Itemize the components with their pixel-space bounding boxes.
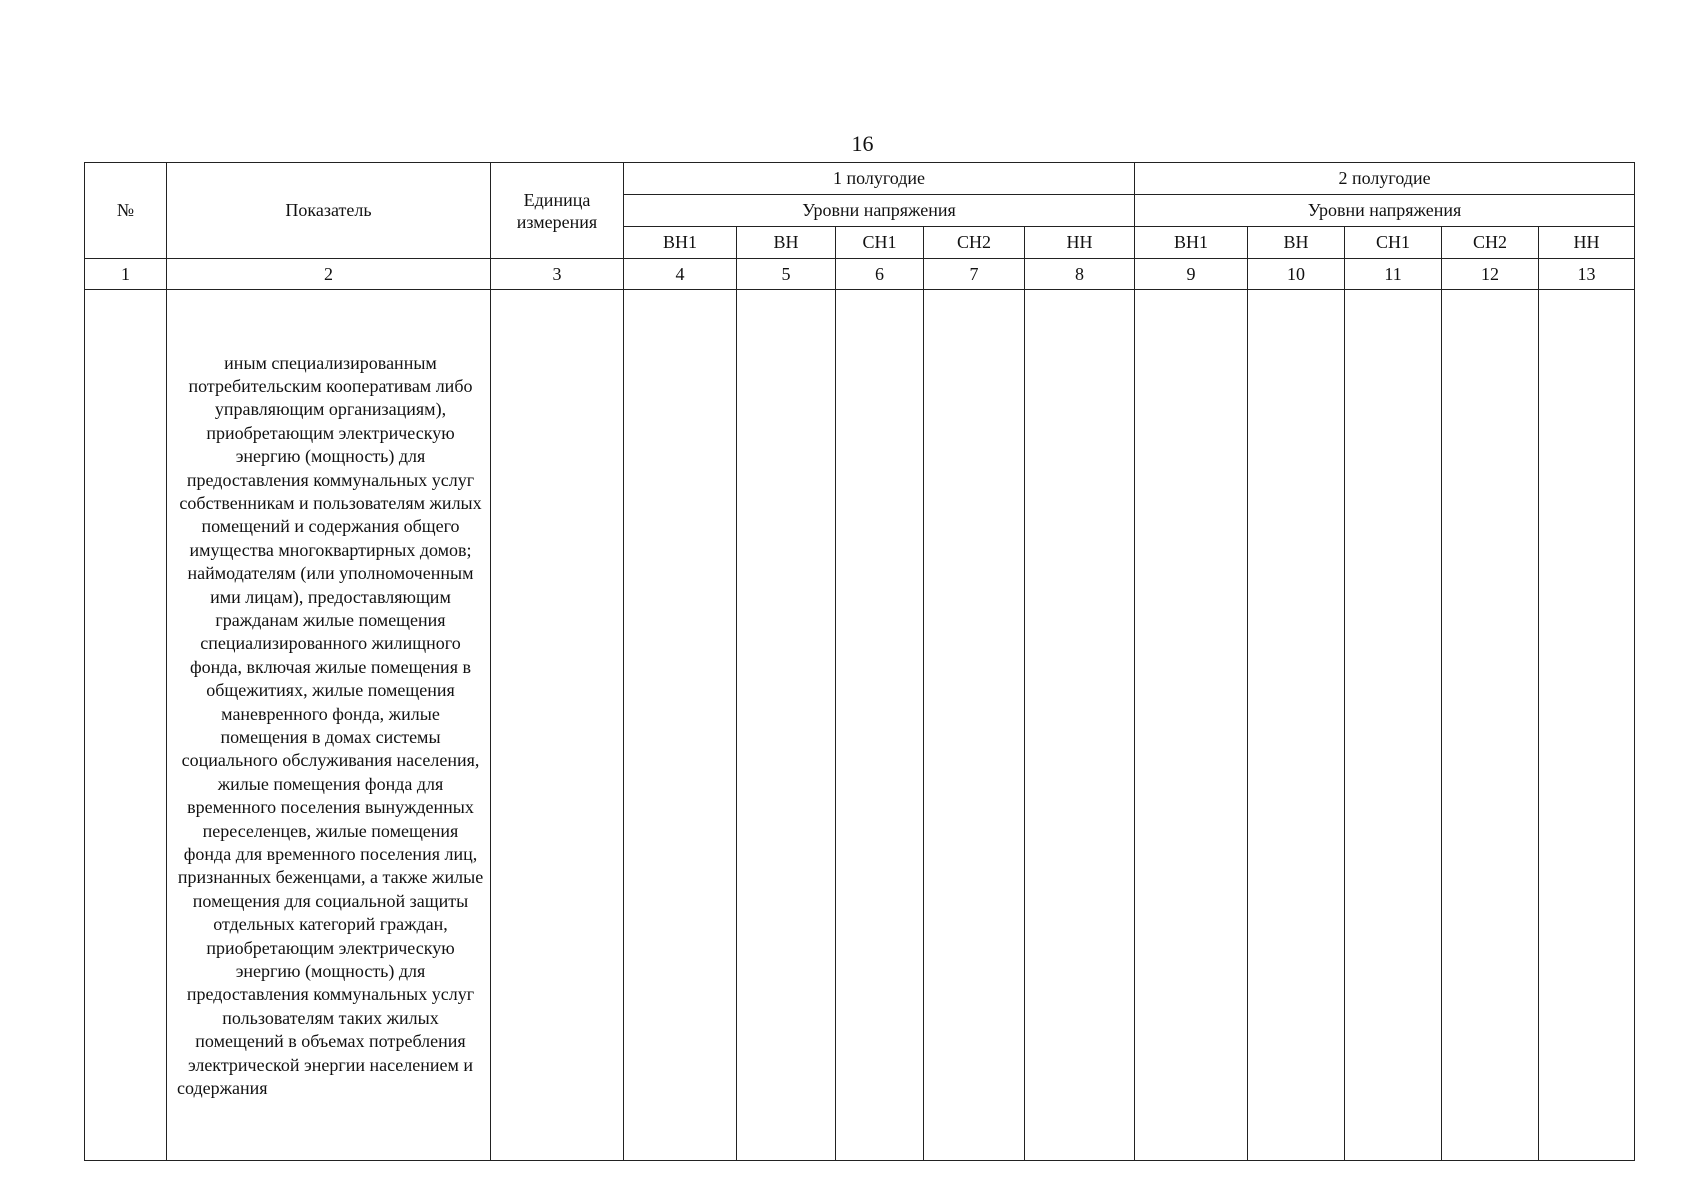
level-sn1-h2: СН1 [1345,227,1442,259]
header-levels-2: Уровни напряжения [1135,195,1635,227]
col-number: 7 [924,259,1025,290]
level-sn2-h2: СН2 [1442,227,1539,259]
level-vn-h2: ВН [1248,227,1345,259]
value-cell [1025,290,1135,1161]
level-nn-h2: НН [1539,227,1635,259]
value-cell [1539,290,1635,1161]
level-nn-h1: НН [1025,227,1135,259]
col-number: 12 [1442,259,1539,290]
header-indicator: Показатель [167,163,491,259]
level-vn-h1: ВН [737,227,836,259]
col-number: 6 [836,259,924,290]
level-vn1-h2: ВН1 [1135,227,1248,259]
column-number-row [85,259,1635,290]
header-levels-1: Уровни напряжения [624,195,1135,227]
col-number: 10 [1248,259,1345,290]
value-cell [1135,290,1248,1161]
value-cell [1442,290,1539,1161]
value-cell [1345,290,1442,1161]
value-cell [836,290,924,1161]
col-number: 1 [85,259,167,290]
level-sn2-h1: СН2 [924,227,1025,259]
header-num: № [85,163,167,259]
indicator-text: иным специализированным потребительским кооперативам либо управляющим организациям), приобретающим электрическую энергию (мощность) для предоставления коммунальных услуг собственникам и пользователям жилых помещений и содержания общего имущества многоквартирных домов; наймодателям (или уполномоченным ими лицам), предоставляющим гражданам жилые помещения специализированного жилищного фонда, включая жилые помещения в общежитиях, жилые помещения маневренного фонда, жилые помещения в домах системы социального обслуживания населения, жилые помещения фонда для временного поселения вынужденных переселенцев, жилые помещения фонда для временного поселения лиц, признанных беженцами, а также жилые помещения для социальной защиты отдельных категорий граждан, приобретающим электрическую энергию (мощность) для предоставления коммунальных услуг пользователям таких жилых помещений в объемах потребления электрической энергии населением и содержания [167,290,491,1161]
header-unit: Единица измерения [491,163,624,259]
level-vn1-h1: ВН1 [624,227,737,259]
header-half-1: 1 полугодие [624,163,1135,195]
col-number: 13 [1539,259,1635,290]
row-num-cell [85,290,167,1161]
value-cell [737,290,836,1161]
col-number: 2 [167,259,491,290]
tariff-table [84,162,1635,1161]
value-cell [924,290,1025,1161]
header-half-2: 2 полугодие [1135,163,1635,195]
value-cell [624,290,737,1161]
value-cell [1248,290,1345,1161]
col-number: 4 [624,259,737,290]
col-number: 3 [491,259,624,290]
level-sn1-h1: СН1 [836,227,924,259]
page-number: 16 [851,131,874,156]
col-number: 8 [1025,259,1135,290]
header-row-periods [85,163,1635,195]
col-number: 9 [1135,259,1248,290]
unit-cell [491,290,624,1161]
col-number: 5 [737,259,836,290]
col-number: 11 [1345,259,1442,290]
table-row [85,290,1635,1161]
